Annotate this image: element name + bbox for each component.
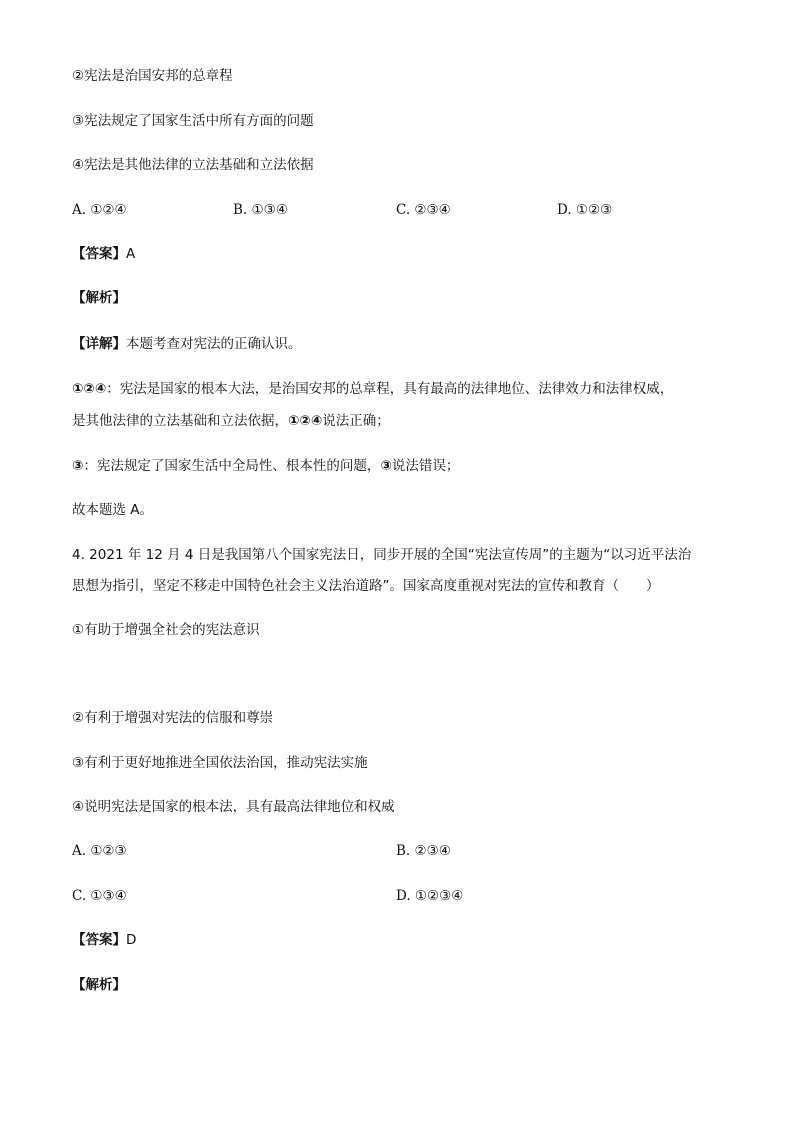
explanation-text: 说法错误； — [391, 458, 460, 474]
q3-explanation-line-1 — [72, 379, 673, 399]
q3-option-a: A. ①②④ — [72, 202, 127, 218]
q3-option-b: B. ①③④ — [233, 202, 288, 218]
explanation-marker: ①②④ — [72, 381, 107, 397]
q4-statement-1: ①有助于增强全社会的宪法意识 — [72, 622, 260, 638]
detail-label: 【详解】 — [72, 336, 126, 352]
q4-answer — [72, 930, 136, 950]
answer-label: 【答案】 — [72, 246, 126, 262]
q4-analysis-label: 【解析】 — [72, 977, 126, 993]
answer-value: A — [126, 246, 136, 262]
q3-analysis-label: 【解析】 — [72, 290, 126, 306]
q4-stem-line-2: 思想为指引，坚定不移走中国特色社会主义法治道路”。国家高度重视对宪法的宣传和教育（ ） — [72, 578, 660, 594]
q4-statement-4: ④说明宪法是国家的根本法，具有最高法律地位和权威 — [72, 799, 395, 815]
explanation-marker: ①②④ — [288, 413, 323, 429]
q4-stem-line-1: 4. 2021 年 12 月 4 日是我国第八个国家宪法日，同步开展的全国“宪法宣传周”的主题为“以习近平法治 — [72, 547, 692, 563]
detail-text: 本题考查对宪法的正确认识。 — [126, 336, 302, 352]
q4-statement-2: ②有利于增强对宪法的信服和尊崇 — [72, 710, 274, 726]
q4-option-b: B. ②③④ — [396, 843, 451, 859]
q3-option-d: D. ①②③ — [557, 202, 613, 218]
q3-conclusion: 故本题选 A。 — [72, 502, 154, 518]
q3-answer — [72, 244, 135, 264]
q4-option-c: C. ①③④ — [72, 888, 127, 904]
q3-statement-4: ④宪法是其他法律的立法基础和立法依据 — [72, 157, 314, 173]
q4-option-a: A. ①②③ — [72, 843, 127, 859]
explanation-text: 是其他法律的立法基础和立法依据， — [72, 413, 288, 429]
explanation-text: ：宪法规定了国家生活中全局性、根本性的问题， — [83, 458, 381, 474]
explanation-text: 说法正确； — [322, 413, 390, 429]
answer-value: D — [126, 932, 137, 948]
q4-option-d: D. ①②③④ — [396, 888, 464, 904]
q3-option-c: C. ②③④ — [396, 202, 451, 218]
answer-label: 【答案】 — [72, 932, 126, 948]
q4-statement-3: ③有利于更好地推进全国依法治国，推动宪法实施 — [72, 755, 368, 771]
q3-explanation-line-3 — [72, 456, 459, 476]
explanation-text: ：宪法是国家的根本大法，是治国安邦的总章程，具有最高的法律地位、法律效力和法律权威， — [106, 381, 674, 397]
explanation-marker: ③ — [72, 458, 84, 474]
q3-explanation-line-2 — [72, 411, 390, 431]
explanation-marker: ③ — [380, 458, 392, 474]
q3-statement-2: ②宪法是治国安邦的总章程 — [72, 68, 233, 84]
q3-detail — [72, 334, 302, 354]
q3-statement-3: ③宪法规定了国家生活中所有方面的问题 — [72, 113, 314, 129]
